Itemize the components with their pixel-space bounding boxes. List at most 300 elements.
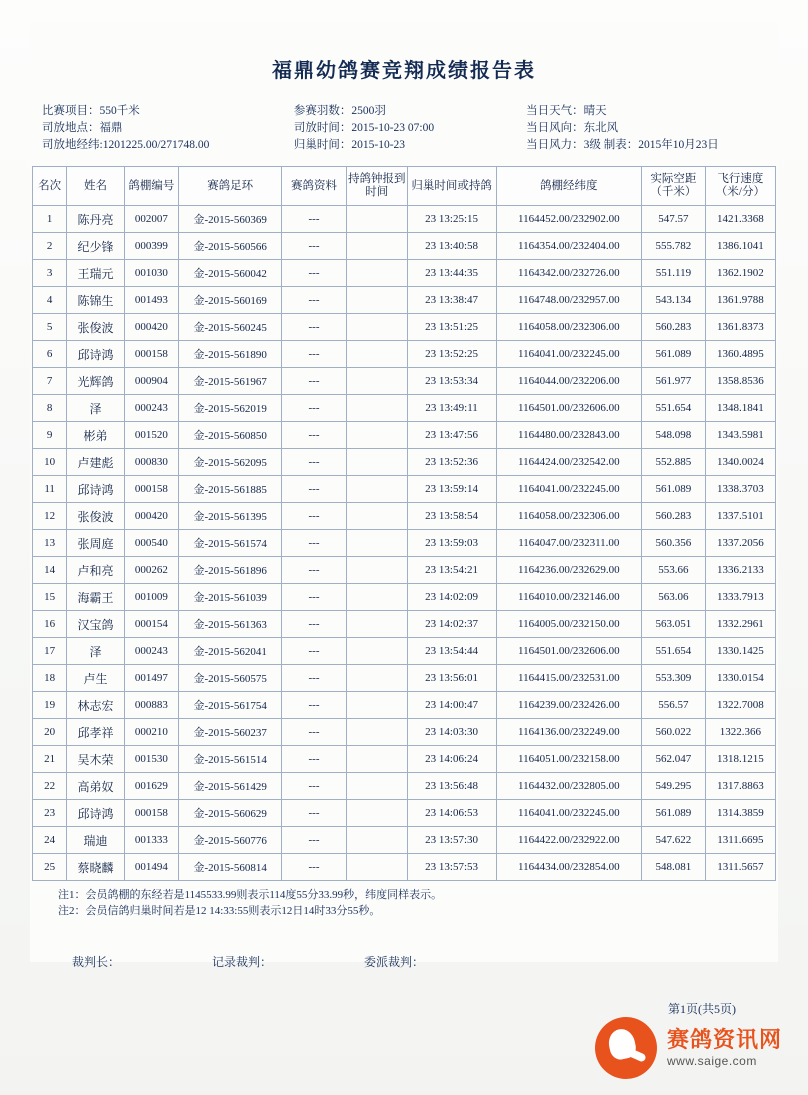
cell-name: 邱孝祥 [67, 719, 124, 746]
cell-clock-time [346, 530, 407, 557]
cell-loft-id: 001530 [124, 746, 178, 773]
cell-speed: 1317.8863 [705, 773, 775, 800]
cell-rank: 23 [33, 800, 67, 827]
watermark-url: www.saige.com [666, 1053, 757, 1068]
cell-return-time: 23 13:56:48 [407, 773, 496, 800]
table-row [33, 233, 776, 260]
table-row [33, 530, 776, 557]
cell-loft-coord: 1164005.00/232150.00 [496, 611, 642, 638]
cell-bird-info: --- [282, 638, 346, 665]
cell-loft-coord: 1164041.00/232245.00 [496, 800, 642, 827]
cell-loft-coord: 1164041.00/232245.00 [496, 341, 642, 368]
cell-loft-coord: 1164239.00/232426.00 [496, 692, 642, 719]
cell-loft-id: 001494 [124, 854, 178, 881]
table-row [33, 314, 776, 341]
cell-clock-time [346, 584, 407, 611]
cell-speed: 1337.5101 [705, 503, 775, 530]
cell-loft-id: 000420 [124, 503, 178, 530]
cell-distance: 551.119 [642, 260, 706, 287]
cell-name: 高弟奴 [67, 773, 124, 800]
table-row [33, 557, 776, 584]
cell-loft-coord: 1164342.00/232726.00 [496, 260, 642, 287]
cell-loft-id: 000262 [124, 557, 178, 584]
cell-speed: 1311.6695 [705, 827, 775, 854]
cell-speed: 1358.8536 [705, 368, 775, 395]
cell-clock-time [346, 233, 407, 260]
cell-loft-coord: 1164424.00/232542.00 [496, 449, 642, 476]
cell-loft-coord: 1164047.00/232311.00 [496, 530, 642, 557]
page-number: 第1页(共5页) [668, 1002, 736, 1016]
cell-rank: 20 [33, 719, 67, 746]
cell-clock-time [346, 341, 407, 368]
cell-clock-time [346, 719, 407, 746]
table-row [33, 800, 776, 827]
cell-ring: 金-2015-560814 [179, 854, 282, 881]
column-header-name: 姓名 [67, 167, 124, 206]
table-row [33, 611, 776, 638]
cell-bird-info: --- [282, 287, 346, 314]
meta-weather: 当日天气：晴天 [526, 105, 607, 117]
footnotes [30, 887, 778, 919]
column-header-distance: 实际空距（千米） [642, 167, 706, 206]
cell-speed: 1361.9788 [705, 287, 775, 314]
cell-loft-coord: 1164058.00/232306.00 [496, 503, 642, 530]
cell-loft-id: 001629 [124, 773, 178, 800]
results-table [32, 166, 776, 881]
cell-rank: 15 [33, 584, 67, 611]
cell-ring: 金-2015-560369 [179, 206, 282, 233]
cell-bird-info: --- [282, 800, 346, 827]
cell-name: 王瑞元 [67, 260, 124, 287]
meta-release-place: 司放地点：福鼎 [42, 122, 123, 134]
cell-return-time: 23 13:25:15 [407, 206, 496, 233]
cell-return-time: 23 14:06:24 [407, 746, 496, 773]
cell-clock-time [346, 827, 407, 854]
cell-clock-time [346, 638, 407, 665]
cell-speed: 1361.8373 [705, 314, 775, 341]
table-row [33, 638, 776, 665]
cell-return-time: 23 13:52:36 [407, 449, 496, 476]
table-row [33, 665, 776, 692]
cell-clock-time [346, 557, 407, 584]
cell-loft-id: 001030 [124, 260, 178, 287]
cell-ring: 金-2015-561890 [179, 341, 282, 368]
cell-bird-info: --- [282, 233, 346, 260]
table-row [33, 422, 776, 449]
cell-ring: 金-2015-561574 [179, 530, 282, 557]
cell-speed: 1333.7913 [705, 584, 775, 611]
cell-rank: 11 [33, 476, 67, 503]
cell-speed: 1322.366 [705, 719, 775, 746]
cell-ring: 金-2015-562041 [179, 638, 282, 665]
report-sheet [30, 22, 778, 1016]
cell-return-time: 23 13:44:35 [407, 260, 496, 287]
watermark-text [667, 1028, 782, 1067]
cell-name: 卢生 [67, 665, 124, 692]
cell-ring: 金-2015-562019 [179, 395, 282, 422]
cell-name: 泽 [67, 638, 124, 665]
cell-return-time: 23 13:57:30 [407, 827, 496, 854]
cell-loft-id: 002007 [124, 206, 178, 233]
footnote-2: 注2：会员信鸽归巢时间若是12 14:33:55则表示12日14时33分55秒。 [58, 905, 381, 917]
cell-speed: 1360.4895 [705, 341, 775, 368]
cell-name: 卢和亮 [67, 557, 124, 584]
table-row [33, 773, 776, 800]
signature-assigned-judge: 委派裁判： [364, 955, 425, 969]
cell-ring: 金-2015-561039 [179, 584, 282, 611]
signature-row [30, 953, 778, 970]
cell-return-time: 23 14:00:47 [407, 692, 496, 719]
cell-loft-coord: 1164415.00/232531.00 [496, 665, 642, 692]
race-meta [30, 103, 778, 154]
cell-distance: 556.57 [642, 692, 706, 719]
cell-ring: 金-2015-561896 [179, 557, 282, 584]
cell-ring: 金-2015-561754 [179, 692, 282, 719]
cell-speed: 1340.0024 [705, 449, 775, 476]
cell-distance: 561.089 [642, 476, 706, 503]
cell-return-time: 23 13:54:44 [407, 638, 496, 665]
cell-loft-coord: 1164136.00/232249.00 [496, 719, 642, 746]
cell-rank: 6 [33, 341, 67, 368]
cell-loft-coord: 1164748.00/232957.00 [496, 287, 642, 314]
cell-loft-id: 000243 [124, 395, 178, 422]
cell-bird-info: --- [282, 827, 346, 854]
cell-bird-info: --- [282, 692, 346, 719]
cell-clock-time [346, 692, 407, 719]
cell-clock-time [346, 422, 407, 449]
cell-distance: 548.081 [642, 854, 706, 881]
table-row [33, 395, 776, 422]
cell-rank: 21 [33, 746, 67, 773]
cell-distance: 551.654 [642, 395, 706, 422]
cell-distance: 561.977 [642, 368, 706, 395]
cell-rank: 14 [33, 557, 67, 584]
cell-loft-id: 000830 [124, 449, 178, 476]
meta-wind-force: 当日风力：3级 制表：2015年10月23日 [526, 139, 719, 151]
cell-return-time: 23 13:47:56 [407, 422, 496, 449]
table-row [33, 287, 776, 314]
table-row [33, 692, 776, 719]
cell-loft-id: 000420 [124, 314, 178, 341]
cell-loft-id: 001497 [124, 665, 178, 692]
cell-speed: 1348.1841 [705, 395, 775, 422]
cell-loft-id: 000540 [124, 530, 178, 557]
cell-loft-id: 000158 [124, 341, 178, 368]
cell-rank: 8 [33, 395, 67, 422]
cell-rank: 18 [33, 665, 67, 692]
cell-distance: 563.051 [642, 611, 706, 638]
table-row [33, 827, 776, 854]
cell-distance: 560.283 [642, 503, 706, 530]
cell-distance: 562.047 [642, 746, 706, 773]
cell-loft-coord: 1164044.00/232206.00 [496, 368, 642, 395]
meta-column-left [42, 103, 268, 154]
cell-distance: 555.782 [642, 233, 706, 260]
cell-distance: 551.654 [642, 638, 706, 665]
cell-ring: 金-2015-561395 [179, 503, 282, 530]
cell-clock-time [346, 476, 407, 503]
cell-ring: 金-2015-562095 [179, 449, 282, 476]
cell-return-time: 23 14:06:53 [407, 800, 496, 827]
cell-speed: 1322.7008 [705, 692, 775, 719]
table-row [33, 449, 776, 476]
watermark-title: 赛鸽资讯网 [666, 1027, 782, 1053]
cell-return-time: 23 13:53:34 [407, 368, 496, 395]
cell-ring: 金-2015-560042 [179, 260, 282, 287]
cell-bird-info: --- [282, 368, 346, 395]
cell-name: 卢建彪 [67, 449, 124, 476]
cell-bird-info: --- [282, 422, 346, 449]
cell-name: 张周庭 [67, 530, 124, 557]
cell-name: 邱诗鸿 [67, 476, 124, 503]
footnote-1: 注1：会员鸽棚的东经若是1145533.99则表示114度55分33.99秒，纬度同样表示。 [58, 889, 443, 901]
cell-clock-time [346, 368, 407, 395]
column-header-ring: 赛鸽足环 [179, 167, 282, 206]
column-header-loft-coord: 鸽棚经纬度 [496, 167, 642, 206]
meta-column-middle [294, 103, 500, 154]
cell-return-time: 23 14:03:30 [407, 719, 496, 746]
cell-name: 彬弟 [67, 422, 124, 449]
cell-loft-id: 000883 [124, 692, 178, 719]
cell-clock-time [346, 206, 407, 233]
cell-clock-time [346, 800, 407, 827]
cell-clock-time [346, 665, 407, 692]
meta-race-event: 比赛项目：550千米 [42, 105, 140, 117]
cell-bird-info: --- [282, 530, 346, 557]
cell-ring: 金-2015-560237 [179, 719, 282, 746]
cell-speed: 1362.1902 [705, 260, 775, 287]
table-row [33, 746, 776, 773]
cell-loft-coord: 1164058.00/232306.00 [496, 314, 642, 341]
meta-release-time: 司放时间：2015-10-23 07:00 [293, 122, 435, 134]
table-row [33, 368, 776, 395]
cell-loft-id: 000210 [124, 719, 178, 746]
cell-name: 林志宏 [67, 692, 124, 719]
cell-rank: 7 [33, 368, 67, 395]
cell-loft-id: 001333 [124, 827, 178, 854]
cell-rank: 5 [33, 314, 67, 341]
cell-name: 瑞迪 [67, 827, 124, 854]
cell-loft-coord: 1164501.00/232606.00 [496, 395, 642, 422]
cell-return-time: 23 13:51:25 [407, 314, 496, 341]
cell-distance: 563.06 [642, 584, 706, 611]
cell-name: 张俊波 [67, 503, 124, 530]
cell-speed: 1343.5981 [705, 422, 775, 449]
cell-bird-info: --- [282, 206, 346, 233]
table-row [33, 584, 776, 611]
cell-speed: 1314.3859 [705, 800, 775, 827]
cell-loft-id: 000158 [124, 476, 178, 503]
cell-loft-coord: 1164051.00/232158.00 [496, 746, 642, 773]
cell-distance: 560.283 [642, 314, 706, 341]
cell-loft-id: 000243 [124, 638, 178, 665]
table-row [33, 341, 776, 368]
table-row [33, 476, 776, 503]
meta-column-right [526, 103, 752, 154]
cell-bird-info: --- [282, 503, 346, 530]
column-header-return-time: 归巢时间或持鸽 [407, 167, 496, 206]
cell-distance: 549.295 [642, 773, 706, 800]
cell-speed: 1338.3703 [705, 476, 775, 503]
cell-name: 吴木荣 [67, 746, 124, 773]
cell-speed: 1332.2961 [705, 611, 775, 638]
cell-bird-info: --- [282, 584, 346, 611]
table-header-row [33, 167, 776, 206]
cell-name: 张俊波 [67, 314, 124, 341]
cell-ring: 金-2015-560575 [179, 665, 282, 692]
cell-clock-time [346, 503, 407, 530]
cell-bird-info: --- [282, 746, 346, 773]
cell-name: 蔡晓麟 [67, 854, 124, 881]
cell-return-time: 23 13:59:14 [407, 476, 496, 503]
cell-rank: 17 [33, 638, 67, 665]
results-table-body [33, 206, 776, 881]
cell-speed: 1330.1425 [705, 638, 775, 665]
meta-bird-count: 参赛羽数：2500羽 [293, 105, 386, 117]
cell-return-time: 23 13:59:03 [407, 530, 496, 557]
meta-return-date: 归巢时间：2015-10-23 [293, 139, 406, 151]
cell-bird-info: --- [282, 395, 346, 422]
table-row [33, 854, 776, 881]
cell-loft-coord: 1164236.00/232629.00 [496, 557, 642, 584]
cell-ring: 金-2015-560169 [179, 287, 282, 314]
table-row [33, 503, 776, 530]
cell-ring: 金-2015-561429 [179, 773, 282, 800]
cell-rank: 4 [33, 287, 67, 314]
cell-clock-time [346, 314, 407, 341]
cell-return-time: 23 13:57:53 [407, 854, 496, 881]
column-header-clock-time: 持鸽钟报到时间 [346, 167, 407, 206]
cell-bird-info: --- [282, 449, 346, 476]
cell-clock-time [346, 287, 407, 314]
column-header-rank: 名次 [33, 167, 67, 206]
site-watermark [595, 1017, 782, 1079]
cell-distance: 560.022 [642, 719, 706, 746]
cell-rank: 24 [33, 827, 67, 854]
cell-loft-coord: 1164501.00/232606.00 [496, 638, 642, 665]
signature-record-judge: 记录裁判： [212, 955, 273, 969]
cell-loft-coord: 1164452.00/232902.00 [496, 206, 642, 233]
cell-distance: 560.356 [642, 530, 706, 557]
cell-speed: 1337.2056 [705, 530, 775, 557]
cell-name: 海霸王 [67, 584, 124, 611]
cell-rank: 3 [33, 260, 67, 287]
cell-speed: 1311.5657 [705, 854, 775, 881]
cell-rank: 19 [33, 692, 67, 719]
pigeon-logo-icon [595, 1017, 657, 1079]
cell-bird-info: --- [282, 665, 346, 692]
table-row [33, 719, 776, 746]
cell-ring: 金-2015-561885 [179, 476, 282, 503]
cell-rank: 25 [33, 854, 67, 881]
cell-bird-info: --- [282, 260, 346, 287]
cell-bird-info: --- [282, 773, 346, 800]
cell-distance: 561.089 [642, 341, 706, 368]
cell-loft-coord: 1164010.00/232146.00 [496, 584, 642, 611]
cell-speed: 1336.2133 [705, 557, 775, 584]
cell-loft-coord: 1164434.00/232854.00 [496, 854, 642, 881]
signature-chief-judge: 裁判长： [72, 955, 121, 969]
cell-rank: 12 [33, 503, 67, 530]
cell-loft-coord: 1164432.00/232805.00 [496, 773, 642, 800]
cell-loft-coord: 1164422.00/232922.00 [496, 827, 642, 854]
cell-speed: 1421.3368 [705, 206, 775, 233]
cell-clock-time [346, 746, 407, 773]
cell-loft-coord: 1164480.00/232843.00 [496, 422, 642, 449]
column-header-bird-info: 赛鸽资料 [282, 167, 346, 206]
cell-name: 泽 [67, 395, 124, 422]
cell-rank: 22 [33, 773, 67, 800]
cell-bird-info: --- [282, 854, 346, 881]
cell-clock-time [346, 260, 407, 287]
cell-ring: 金-2015-560566 [179, 233, 282, 260]
table-row [33, 260, 776, 287]
cell-return-time: 23 13:52:25 [407, 341, 496, 368]
cell-name: 陈锦生 [67, 287, 124, 314]
cell-return-time: 23 13:56:01 [407, 665, 496, 692]
cell-loft-id: 001520 [124, 422, 178, 449]
cell-name: 邱诗鸿 [67, 341, 124, 368]
cell-name: 纪少锋 [67, 233, 124, 260]
cell-return-time: 23 13:54:21 [407, 557, 496, 584]
cell-ring: 金-2015-560629 [179, 800, 282, 827]
cell-distance: 553.309 [642, 665, 706, 692]
cell-bird-info: --- [282, 719, 346, 746]
cell-ring: 金-2015-560776 [179, 827, 282, 854]
cell-clock-time [346, 773, 407, 800]
cell-distance: 547.622 [642, 827, 706, 854]
cell-loft-id: 000399 [124, 233, 178, 260]
cell-distance: 547.57 [642, 206, 706, 233]
cell-ring: 金-2015-561967 [179, 368, 282, 395]
cell-return-time: 23 14:02:37 [407, 611, 496, 638]
cell-ring: 金-2015-561363 [179, 611, 282, 638]
cell-speed: 1386.1041 [705, 233, 775, 260]
cell-distance: 561.089 [642, 800, 706, 827]
cell-bird-info: --- [282, 557, 346, 584]
cell-speed: 1318.1215 [705, 746, 775, 773]
cell-loft-id: 000904 [124, 368, 178, 395]
cell-distance: 543.134 [642, 287, 706, 314]
cell-ring: 金-2015-560245 [179, 314, 282, 341]
cell-return-time: 23 13:40:58 [407, 233, 496, 260]
column-header-loft-id: 鸽棚编号 [124, 167, 178, 206]
meta-release-coord: 司放地经纬:1201225.00/271748.00 [42, 139, 210, 151]
cell-name: 汉宝鸽 [67, 611, 124, 638]
cell-return-time: 23 13:38:47 [407, 287, 496, 314]
table-row [33, 206, 776, 233]
cell-rank: 10 [33, 449, 67, 476]
cell-clock-time [346, 611, 407, 638]
cell-rank: 16 [33, 611, 67, 638]
cell-speed: 1330.0154 [705, 665, 775, 692]
cell-loft-id: 001493 [124, 287, 178, 314]
cell-name: 邱诗鸿 [67, 800, 124, 827]
cell-clock-time [346, 854, 407, 881]
page-title: 福鼎幼鸽赛竞翔成绩报告表 [272, 60, 536, 82]
cell-loft-id: 000154 [124, 611, 178, 638]
cell-rank: 13 [33, 530, 67, 557]
cell-rank: 1 [33, 206, 67, 233]
cell-loft-coord: 1164041.00/232245.00 [496, 476, 642, 503]
cell-distance: 553.66 [642, 557, 706, 584]
cell-name: 陈丹亮 [67, 206, 124, 233]
cell-bird-info: --- [282, 476, 346, 503]
cell-return-time: 23 13:49:11 [407, 395, 496, 422]
cell-return-time: 23 14:02:09 [407, 584, 496, 611]
cell-clock-time [346, 395, 407, 422]
column-header-speed: 飞行速度（米/分） [705, 167, 775, 206]
